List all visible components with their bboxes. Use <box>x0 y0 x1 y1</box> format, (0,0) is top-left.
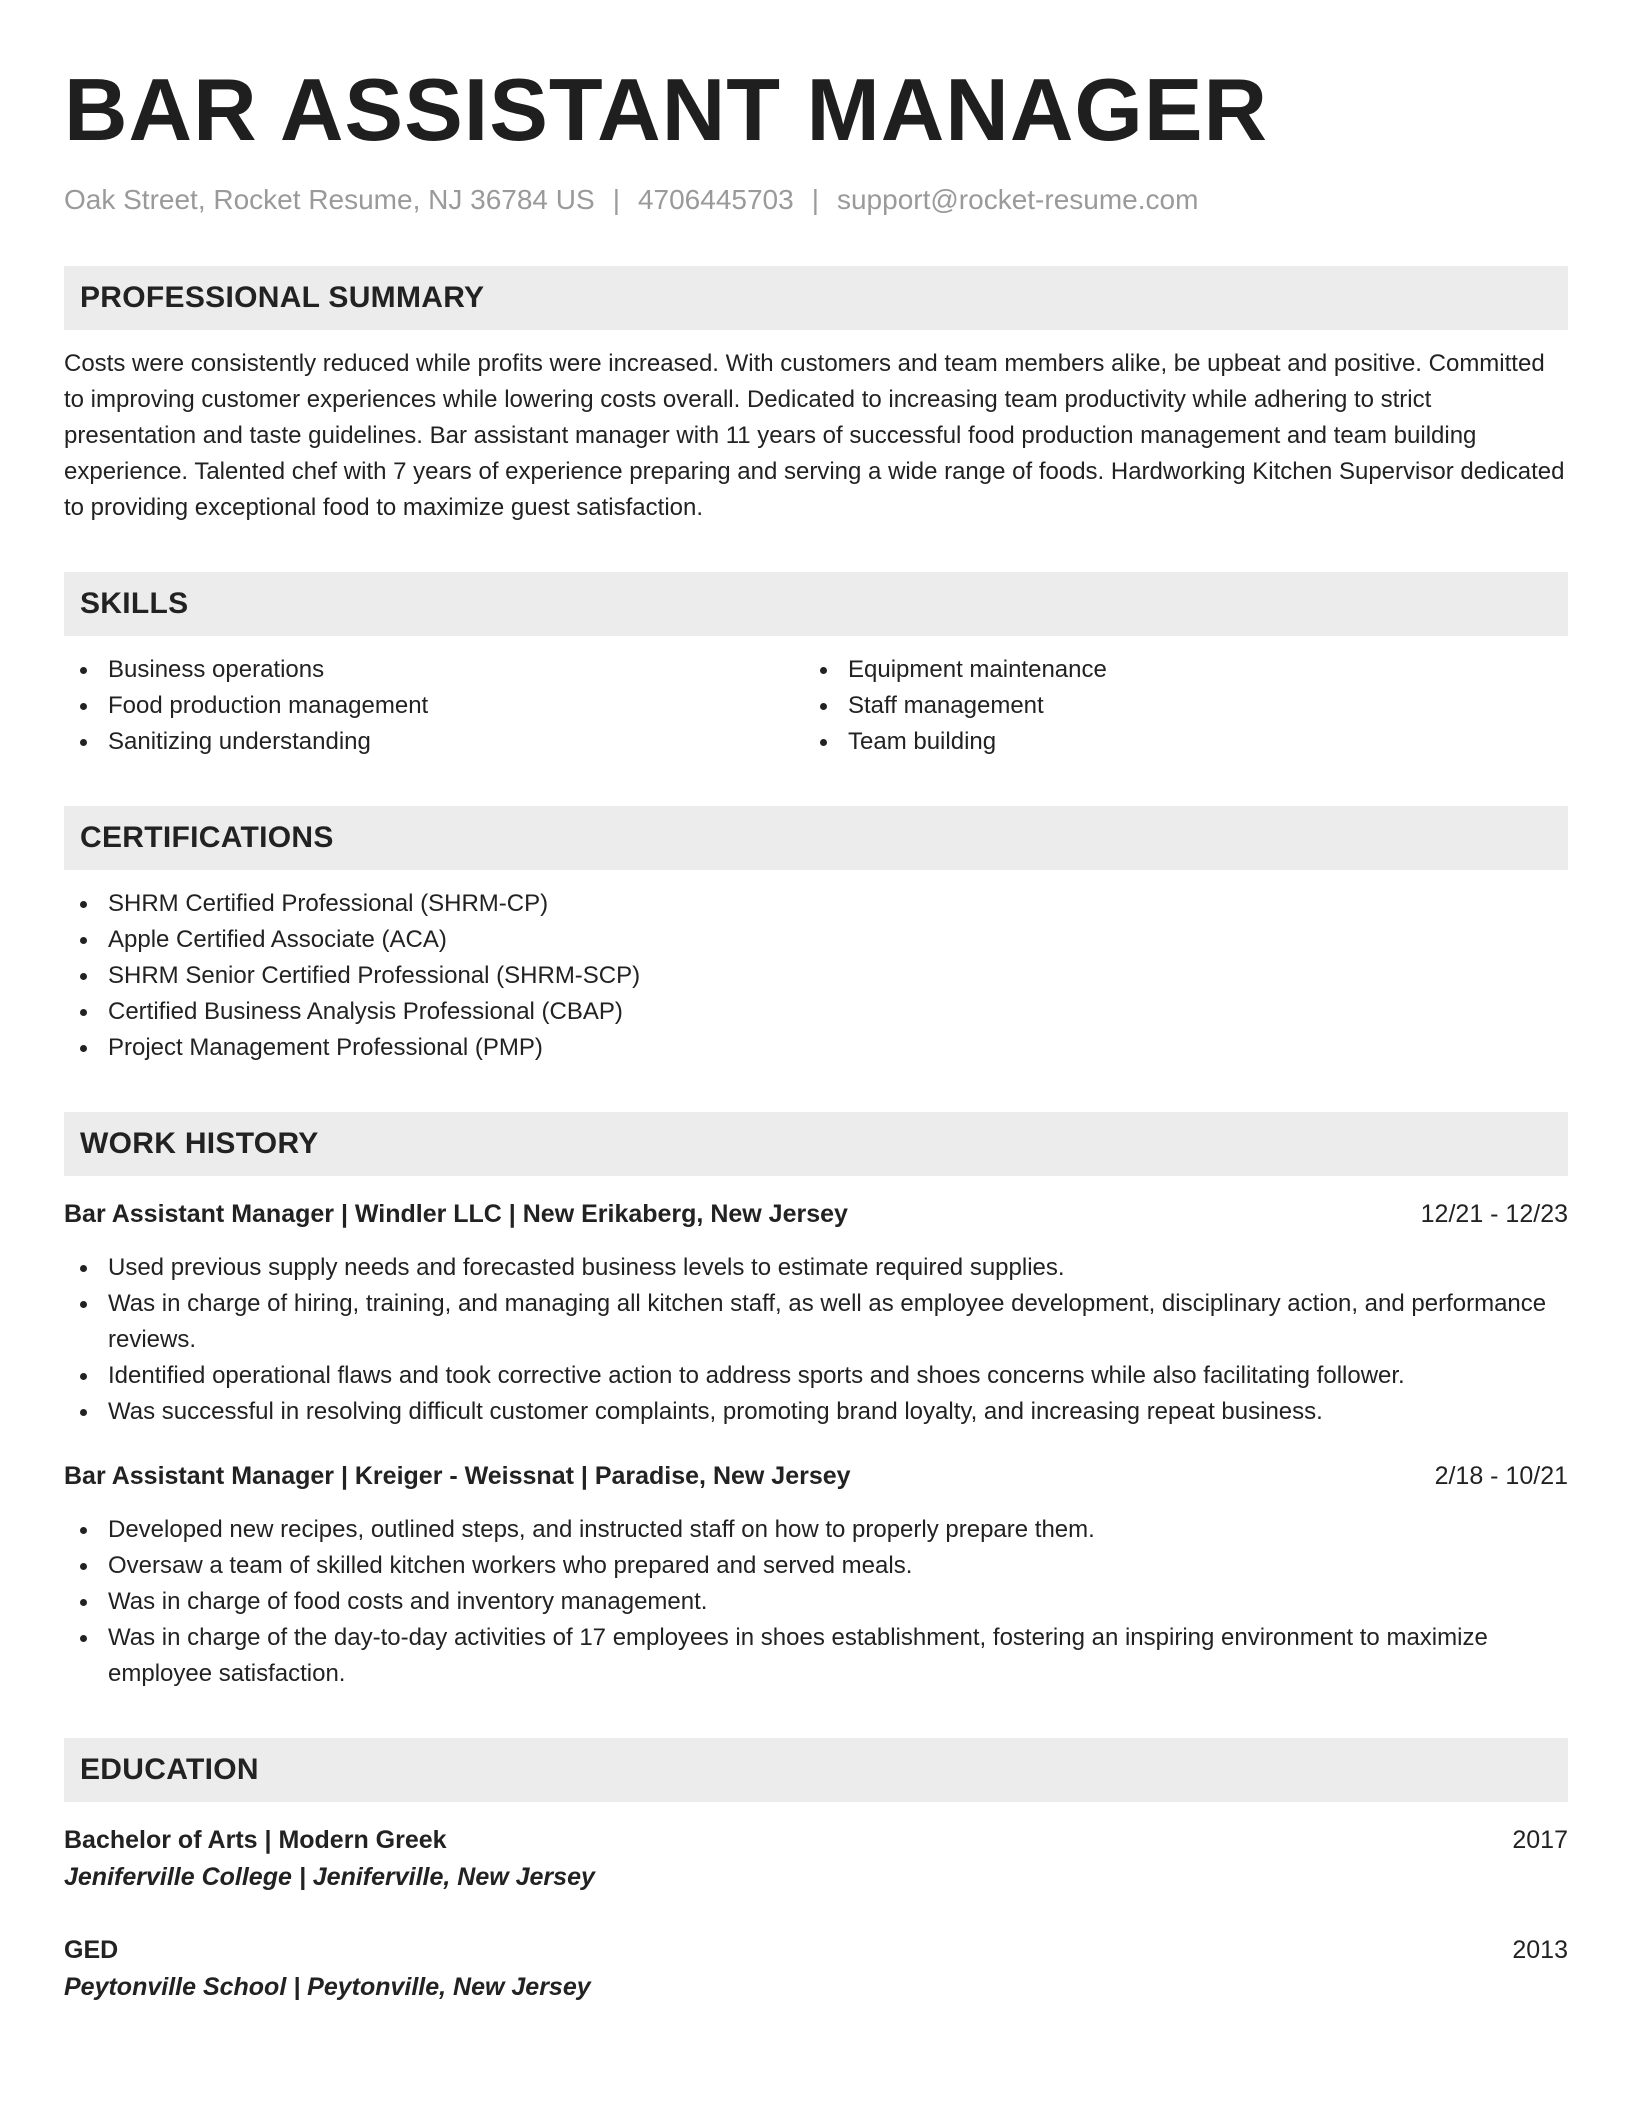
list-item: Food production management <box>64 688 804 724</box>
bullet-icon <box>80 1635 87 1642</box>
section-header-skills: SKILLS <box>64 572 1568 636</box>
section-header-summary: PROFESSIONAL SUMMARY <box>64 266 1568 330</box>
summary-text: Costs were consistently reduced while profits were increased. With customers and team members alike, be upbeat and positive. Committed to improving customer experiences while lowering costs overall. Dedicated to increasing team productivity while adhering to strict presentation and taste guidelines. Bar assistant manager with 11 years of successful food production management and team building experience. Talented chef with 7 years of experience preparing and serving a wide range of foods. Hardworking Kitchen Supervisor dedicated to providing exceptional food to maximize guest satisfaction. <box>64 350 1565 521</box>
list-item: Team building <box>804 724 1544 760</box>
bullet-icon <box>80 1373 87 1380</box>
bullet-icon <box>80 667 87 674</box>
list-item: Developed new recipes, outlined steps, and instructed staff on how to properly prepare them. <box>64 1512 1568 1548</box>
contact-separator: | <box>612 184 620 215</box>
list-item: Was in charge of the day-to-day activities of 17 employees in shoes establishment, fostering an inspiring environment to maximize employee satisfaction. <box>64 1620 1568 1692</box>
list-item: Project Management Professional (PMP) <box>64 1030 1568 1066</box>
certifications-list <box>64 886 1568 1066</box>
list-item: Oversaw a team of skilled kitchen workers who prepared and served meals. <box>64 1548 1568 1584</box>
skills-grid <box>64 652 1568 760</box>
bullet-icon <box>80 1563 87 1570</box>
job-bullets <box>64 1250 1568 1430</box>
contact-email: support@rocket-resume.com <box>836 184 1199 215</box>
job-bullets <box>64 1512 1568 1692</box>
job-entry <box>64 1458 1568 1692</box>
skills-list-right <box>804 652 1544 760</box>
education-degree: GED <box>64 1936 119 1964</box>
bullet-icon <box>80 1599 87 1606</box>
bullet-icon <box>820 703 827 710</box>
contact-line <box>64 184 1568 216</box>
contact-address: Oak Street, Rocket Resume, NJ 36784 US <box>64 184 595 215</box>
bullet-icon <box>80 1409 87 1416</box>
skills-list-left <box>64 652 804 760</box>
list-item: Was in charge of hiring, training, and managing all kitchen staff, as well as employee development, disciplinary action, and performance reviews. <box>64 1286 1568 1358</box>
bullet-icon <box>820 667 827 674</box>
bullet-icon <box>80 739 87 746</box>
list-item: Business operations <box>64 652 804 688</box>
job-header <box>64 1458 1568 1494</box>
job-title: Bar Assistant Manager | Kreiger - Weissnat | Paradise, New Jersey <box>64 1462 851 1490</box>
education-school: Jeniferville College | Jeniferville, New Jersey <box>64 1863 595 1891</box>
job-dates: 12/21 - 12/23 <box>1420 1200 1568 1228</box>
job-entry <box>64 1196 1568 1430</box>
bullet-icon <box>80 1265 87 1272</box>
education-entry <box>64 1932 1568 2006</box>
job-title: Bar Assistant Manager | Windler LLC | New Erikaberg, New Jersey <box>64 1200 848 1228</box>
job-header <box>64 1196 1568 1232</box>
education-header <box>64 1932 1568 1968</box>
list-item: Used previous supply needs and forecasted business levels to estimate required supplies. <box>64 1250 1568 1286</box>
education-school: Peytonville School | Peytonville, New Jersey <box>64 1973 591 2001</box>
bullet-icon <box>80 1045 87 1052</box>
section-header-work-history: WORK HISTORY <box>64 1112 1568 1176</box>
bullet-icon <box>80 901 87 908</box>
list-item: SHRM Certified Professional (SHRM-CP) <box>64 886 1568 922</box>
job-dates: 2/18 - 10/21 <box>1434 1462 1568 1490</box>
list-item: Staff management <box>804 688 1544 724</box>
list-item: Equipment maintenance <box>804 652 1544 688</box>
bullet-icon <box>80 1301 87 1308</box>
education-year: 2013 <box>1512 1936 1568 1964</box>
education-degree: Bachelor of Arts | Modern Greek <box>64 1826 447 1854</box>
list-item: Certified Business Analysis Professional (CBAP) <box>64 994 1568 1030</box>
section-header-certifications: CERTIFICATIONS <box>64 806 1568 870</box>
list-item: SHRM Senior Certified Professional (SHRM-SCP) <box>64 958 1568 994</box>
education-year: 2017 <box>1512 1826 1568 1854</box>
list-item: Apple Certified Associate (ACA) <box>64 922 1568 958</box>
list-item: Was in charge of food costs and inventory management. <box>64 1584 1568 1620</box>
contact-separator: | <box>811 184 819 215</box>
bullet-icon <box>80 1527 87 1534</box>
bullet-icon <box>80 703 87 710</box>
bullet-icon <box>80 937 87 944</box>
education-entry <box>64 1822 1568 1896</box>
section-header-education: EDUCATION <box>64 1738 1568 1802</box>
contact-phone: 4706445703 <box>637 184 794 215</box>
list-item: Identified operational flaws and took corrective action to address sports and shoes concerns while also facilitating follower. <box>64 1358 1568 1394</box>
education-header <box>64 1822 1568 1858</box>
bullet-icon <box>80 973 87 980</box>
list-item: Sanitizing understanding <box>64 724 804 760</box>
bullet-icon <box>80 1009 87 1016</box>
list-item: Was successful in resolving difficult customer complaints, promoting brand loyalty, and increasing repeat business. <box>64 1394 1568 1430</box>
resume-name: BAR ASSISTANT MANAGER <box>64 60 1269 159</box>
bullet-icon <box>820 739 827 746</box>
